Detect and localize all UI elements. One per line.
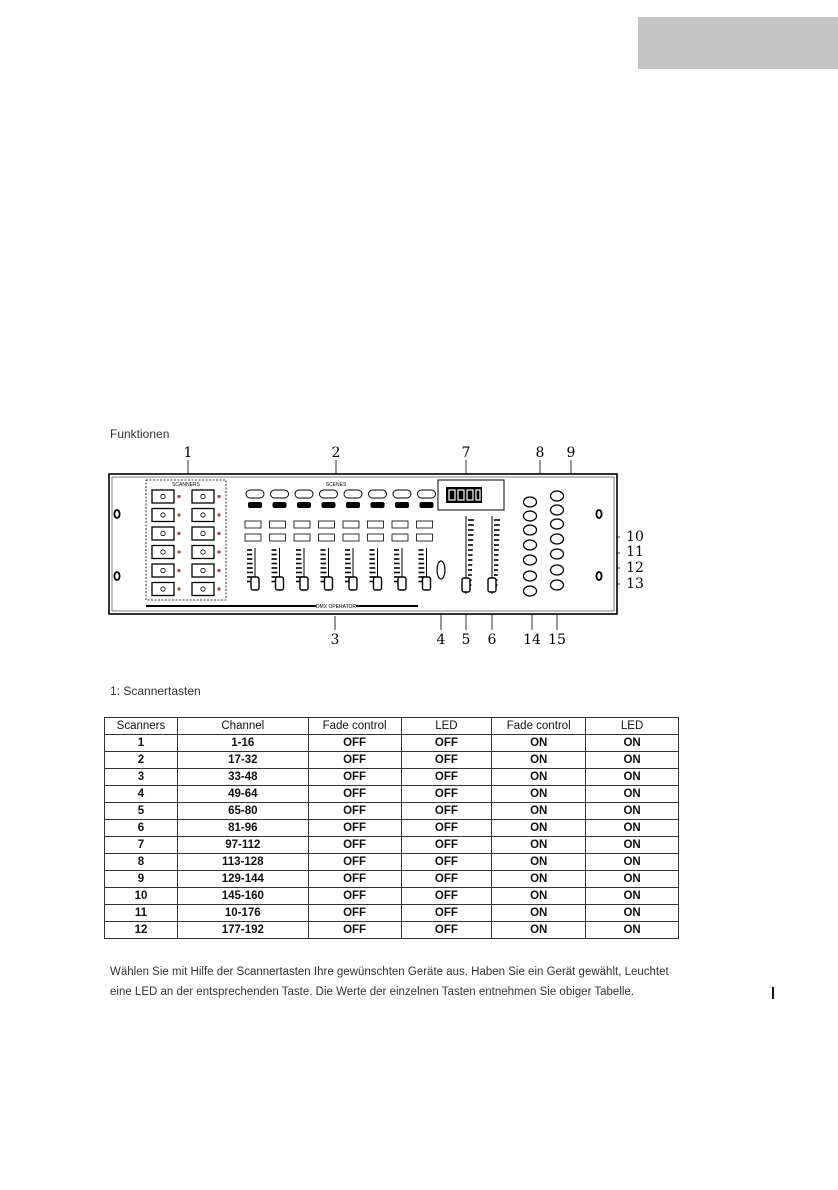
table-cell: OFF [401,820,492,837]
fader-knob [276,577,284,590]
table-cell: 81-96 [177,820,308,837]
table-cell: ON [492,820,586,837]
callout-10: 10 [626,529,644,545]
scanner-led [217,569,220,572]
callout-14: 14 [523,632,541,648]
table-cell: 1 [105,735,178,752]
function-button [551,534,564,544]
table-cell: ON [492,752,586,769]
table-header-row [105,718,679,735]
controller-diagram-svg [100,444,660,656]
fader-knob [251,577,259,590]
scanner-led [217,550,220,553]
table-cell: OFF [401,735,492,752]
scanner-button [152,546,174,559]
scene-number-tag [297,502,311,508]
table-cell: 17-32 [177,752,308,769]
header-led-2: LED [586,718,679,735]
table-cell: ON [586,888,679,905]
table-cell: 10 [105,888,178,905]
section-title: Funktionen [110,427,170,441]
header-led-1: LED [401,718,492,735]
callout-3: 3 [330,632,340,648]
table-cell: OFF [308,837,401,854]
table-cell: OFF [401,922,492,939]
function-button [551,519,564,529]
table-row [105,854,679,871]
table-cell: OFF [308,871,401,888]
table-row [105,786,679,803]
paragraph-line-1: Wählen Sie mit Hilfe der Scannertasten Ihre gewünschten Geräte aus. Haben Sie ein Gerät gewählt, Leuchtet [110,966,669,978]
scanner-table [104,717,679,939]
function-button [524,525,537,535]
table-cell: 11 [105,905,178,922]
table-row [105,820,679,837]
page-button [294,521,310,528]
fader-knob [300,577,308,590]
table-cell: 12 [105,922,178,939]
callout-2: 2 [331,445,341,461]
callout-1: 1 [183,445,193,461]
subsection-title: 1: Scannertasten [110,684,201,698]
scene-number-tag [273,502,287,508]
table-cell: OFF [308,854,401,871]
scene-number-tag [371,502,385,508]
table-cell: 9 [105,871,178,888]
fader-knob [374,577,382,590]
page-button [392,534,408,541]
scene-button [320,490,338,498]
table-cell: 113-128 [177,854,308,871]
table-cell: ON [586,786,679,803]
table-cell: ON [586,837,679,854]
table-row [105,871,679,888]
scanner-button [152,583,174,596]
table-row [105,837,679,854]
table-cell: 49-64 [177,786,308,803]
scene-button [344,490,362,498]
table-cell: ON [492,786,586,803]
table-cell: OFF [401,752,492,769]
scene-button [271,490,289,498]
fader-knob [398,577,406,590]
table-cell: OFF [401,803,492,820]
scene-button [393,490,411,498]
function-button [524,571,537,581]
table-cell: ON [492,803,586,820]
header-channel: Channel [177,718,308,735]
scanner-led [217,495,220,498]
page-button [319,521,335,528]
table-cell: OFF [308,820,401,837]
page-tab-marker [638,17,838,69]
table-cell: 65-80 [177,803,308,820]
table-cell: 1-16 [177,735,308,752]
table-cell: OFF [308,769,401,786]
function-button [524,555,537,565]
scanner-button [192,583,214,596]
table-cell: 6 [105,820,178,837]
callout-4: 4 [436,632,446,648]
page-button [270,534,286,541]
table-cell: ON [586,735,679,752]
table-cell: 8 [105,854,178,871]
scanner-button [192,509,214,522]
function-button [551,580,564,590]
scanner-button [152,527,174,540]
table-cell: 10-176 [177,905,308,922]
scanner-button [192,527,214,540]
page-button [343,521,359,528]
table-cell: OFF [401,854,492,871]
table-cell: OFF [401,905,492,922]
fader-knob [423,577,431,590]
audio-led [437,561,445,579]
function-button [551,491,564,501]
scene-number-tag [322,502,336,508]
page-button [294,534,310,541]
scene-button [246,490,264,498]
scanner-led [217,513,220,516]
page-button [392,521,408,528]
table-cell: OFF [308,905,401,922]
function-button [551,565,564,575]
scene-number-tag [346,502,360,508]
function-button [524,586,537,596]
table-cell: ON [586,871,679,888]
text-cursor [772,987,774,999]
page-button [343,534,359,541]
table-cell: ON [492,854,586,871]
callout-8: 8 [535,445,545,461]
table-row [105,769,679,786]
table-row [105,752,679,769]
table-cell: OFF [308,888,401,905]
header-scanners: Scanners [105,718,178,735]
scanner-button [192,546,214,559]
table-cell: 145-160 [177,888,308,905]
page-button [368,521,384,528]
table-cell: OFF [308,803,401,820]
function-button [551,505,564,515]
function-button [551,549,564,559]
callout-11: 11 [626,544,644,560]
callout-7: 7 [461,445,471,461]
table-cell: OFF [401,769,492,786]
table-cell: ON [586,905,679,922]
table-row [105,888,679,905]
table-cell: ON [492,769,586,786]
table-cell: ON [492,837,586,854]
scanner-button [152,509,174,522]
table-cell: 33-48 [177,769,308,786]
scanner-button [192,490,214,503]
callout-9: 9 [566,445,576,461]
callout-12: 12 [626,560,644,576]
header-fade-control-1: Fade control [308,718,401,735]
description-paragraph [110,962,750,1002]
callout-6: 6 [487,632,497,648]
table-cell: ON [586,752,679,769]
table-cell: 4 [105,786,178,803]
controller-diagram [100,444,660,656]
scene-number-tag [248,502,262,508]
table-cell: OFF [308,922,401,939]
table-cell: ON [586,922,679,939]
table-cell: ON [492,735,586,752]
table-body [105,735,679,939]
table-cell: ON [586,820,679,837]
table-cell: OFF [401,837,492,854]
table-cell: 97-112 [177,837,308,854]
function-button [524,497,537,507]
page-button [270,521,286,528]
scanner-led [177,513,180,516]
scanner-button [192,564,214,577]
callout-5: 5 [461,632,471,648]
fader-knob [325,577,333,590]
page-button [417,534,433,541]
callout-15: 15 [548,632,566,648]
callout-13: 13 [626,576,644,592]
table-cell: ON [492,922,586,939]
scanner-led [177,587,180,590]
table-cell: OFF [308,786,401,803]
table-cell: OFF [401,888,492,905]
table-cell: ON [586,803,679,820]
scanner-led [177,550,180,553]
table-cell: OFF [401,786,492,803]
scanner-led [177,532,180,535]
scene-button [418,490,436,498]
page-button [245,521,261,528]
table-cell: ON [586,769,679,786]
table-cell: 2 [105,752,178,769]
table-cell: 177-192 [177,922,308,939]
dmx-operator-label: DMX OPERATOR [315,604,357,610]
table-cell: 7 [105,837,178,854]
page-button [417,521,433,528]
header-fade-control-2: Fade control [492,718,586,735]
function-button [524,511,537,521]
table-row [105,922,679,939]
scanner-button [152,564,174,577]
page-button [368,534,384,541]
scene-number-tag [395,502,409,508]
scanner-led [217,532,220,535]
table-cell: 129-144 [177,871,308,888]
table-cell: OFF [308,752,401,769]
scene-button [369,490,387,498]
table-cell: ON [492,871,586,888]
table-cell: ON [492,888,586,905]
table-cell: ON [586,854,679,871]
table-row [105,735,679,752]
table-row [105,905,679,922]
scene-number-tag [420,502,434,508]
fader-knob [349,577,357,590]
table-cell: OFF [308,735,401,752]
scenes-panel-label: SCENES [325,482,347,488]
function-button [524,540,537,550]
master-fader-knob [462,578,470,592]
page-button [245,534,261,541]
scene-button [295,490,313,498]
scanner-button [152,490,174,503]
page-button [319,534,335,541]
scanners-panel-label: SCANNERS [172,482,200,488]
table-row [105,803,679,820]
table-cell: OFF [401,871,492,888]
paragraph-line-2: eine LED an der entsprechenden Taste. Die Werte der einzelnen Tasten entnehmen Sie obiger Tabelle. [110,986,635,998]
table-cell: ON [492,905,586,922]
master-fader-knob [488,578,496,592]
scanner-led [177,569,180,572]
table-cell: 3 [105,769,178,786]
scanner-led [177,495,180,498]
scanner-led [217,587,220,590]
table-cell: 5 [105,803,178,820]
